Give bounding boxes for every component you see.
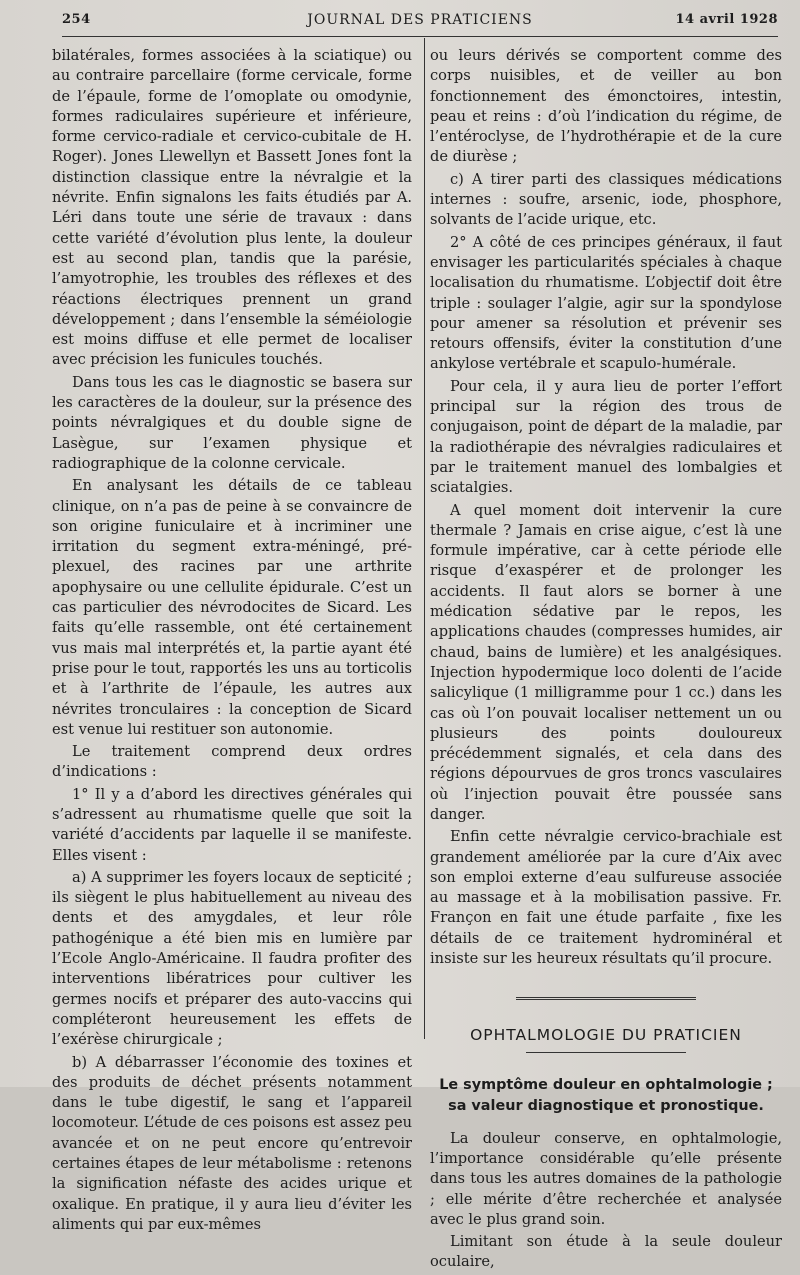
left-column [52,46,412,1237]
paragraph: En analysant les détails de ce tableau clinique, on n’a pas de peine à se convaincre de son origine funiculaire et à incriminer une irritation du segment extra-méningé, pré-plexuel, des racines par une arthrite apophysaire ou une cellulite épidurale. C’est un cas particulier des névrodocites de Sicard. Les faits qu’elle rassemble, ont été certainement vus mais mal interprétés et, la partie ayant été prise pour le tout, rapportés les uns au torticolis et à l’arthrite de l’épaule, les autres aux névrites tronculaires : la conception de Sicard est venue lui restituer son autonomie. [52,477,412,738]
header-rule [62,36,778,37]
article-title: Le symptôme douleur en ophtalmologie ; sa valeur diagnostique et pronostique. [439,1076,773,1114]
paragraph: b) A débarrasser l’économie des toxines et des produits de déchet présents notamment dans le tube digestif, le sang et l’appareil locomoteur. L’étude de ces poisons est assez peu avancée et on ne peut encore qu’entrevoir certaines étapes de leur métabolisme : retenons la signification néfaste des acides urique et oxalique. En pratique, il y aura lieu d’éviter les aliments qui par eux-mêmes [52,1053,412,1233]
paragraph: Enfin cette névralgie cervico-brachiale est grandement améliorée par la cure d’Aix avec son emploi externe d’eau sulfureuse associée au massage et à la mobilisation passive. Fr. Françon en fait une étude parfaite , fixe les détails de ce traitement hydrominéral et insiste sur les heureux résultats qu’il procure. [430,828,782,968]
right-column [430,46,782,1275]
paragraph: Limitant son étude à la seule douleur oculaire, [430,1233,782,1271]
paragraph: bilatérales, formes associées à la sciatique) ou au contraire parcellaire (forme cervicale, forme de l’épaule, forme de l’omoplate ou omodynie, formes radiculaires supérieure et inférieure, forme cervico-radiale et cervico-cubitale de H. Roger). Jones Llewellyn et Bassett Jones font la distinction classique entre la névralgie et la névrite. Enfin signalons les faits étudiés par A. Léri dans toute une série de travaux : dans cette variété d’évolution plus lente, la douleur est au second plan, tandis que la parésie, l’amyotrophie, les troubles des réflexes et des réactions électriques prennent un grand développement ; dans l’ensemble la séméiologie est moins diffuse et elle permet de localiser avec précision les funicules touchés. [52,47,412,369]
issue-date: 14 avril 1928 [675,12,778,27]
journal-title: JOURNAL DES PRATICIENS [307,12,533,28]
paragraph: a) A supprimer les foyers locaux de septicité ; ils siègent le plus habituellement au niveau des dents et des amygdales, et leur rôle pathogénique a été bien mis en lumière par l’Ecole Anglo-Américaine. Il faudra profiter des interventions libératrices pour cultiver les germes nocifs et préparer des auto-vaccins qui compléteront heureusement les effets de l’exérèse chirurgicale ; [52,868,412,1049]
paragraph: Pour cela, il y aura lieu de porter l’effort principal sur la région des trous de conjugaison, point de départ de la maladie, par la radiothérapie des névralgies radiculaires et par le traitement manuel des lombalgies et sciatalgies. [430,377,782,497]
section-separator [430,997,782,1003]
paragraph: 1° Il y a d’abord les directives générales qui s’adressent au rhumatisme quelle que soit la variété d’accidents par laquelle il se manifeste. Elles visent : [52,785,412,864]
section-heading-rule [526,1052,686,1053]
page-number: 254 [62,12,91,27]
paragraph: Dans tous les cas le diagnostic se basera sur les caractères de la douleur, sur la présence des points névralgiques et du double signe de Lasègue, sur l’examen physique et radiographique de la colonne cervicale. [52,373,412,472]
paragraph: Le traitement comprend deux ordres d’indications : [52,743,412,781]
column-divider [424,38,425,1039]
paragraph: A quel moment doit intervenir la cure thermale ? Jamais en crise aigue, c’est là une formule impérative, car à cette période elle risque d’exaspérer et de prolonger les accidents. Il faut alors se borner à une médication sédative par le repos, les applications chaudes (compresses humides, air chaud, bains de lumière) et les analgésiques. Injection hypodermique loco dolenti de l’acide salicylique (1 milligramme pour 1 cc.) dans les cas où l’on pouvait localiser nettement un ou plusieurs des points douloureux précédemment signalés, et cela dans des régions dépourvues de gros troncs vasculaires où l’injection pouvait être poussée sans danger. [430,501,782,823]
running-header [62,12,778,38]
paragraph: c) A tirer parti des classiques médications internes : soufre, arsenic, iode, phosphore, solvants de l’acide urique, etc. [430,170,782,229]
paragraph: ou leurs dérivés se comportent comme des corps nuisibles, et de veiller au bon fonctionnement des émonctoires, intestin, peau et reins : d’où l’indication du régime, de l’entéroclyse, de l’hydrothérapie et de la cure de diurèse ; [430,47,782,166]
paragraph: 2° A côté de ces principes généraux, il faut envisager les particularités spéciales à chaque localisation du rhumatisme. L’objectif doit être triple : soulager l’algie, agir sur la spondylose pour amener sa résolution et prévenir ses retours offensifs, éviter la constitution d’une ankylose vertébrale et scapulo-humérale. [430,233,782,373]
section-heading: OPHTALMOLOGIE DU PRATICIEN [470,1026,742,1045]
paragraph: La douleur conserve, en ophtalmologie, l’importance considérable qu’elle présente dans tous les autres domaines de la pathologie ; elle mérite d’être recherchée et analysée avec le plus grand soin. [430,1129,782,1228]
